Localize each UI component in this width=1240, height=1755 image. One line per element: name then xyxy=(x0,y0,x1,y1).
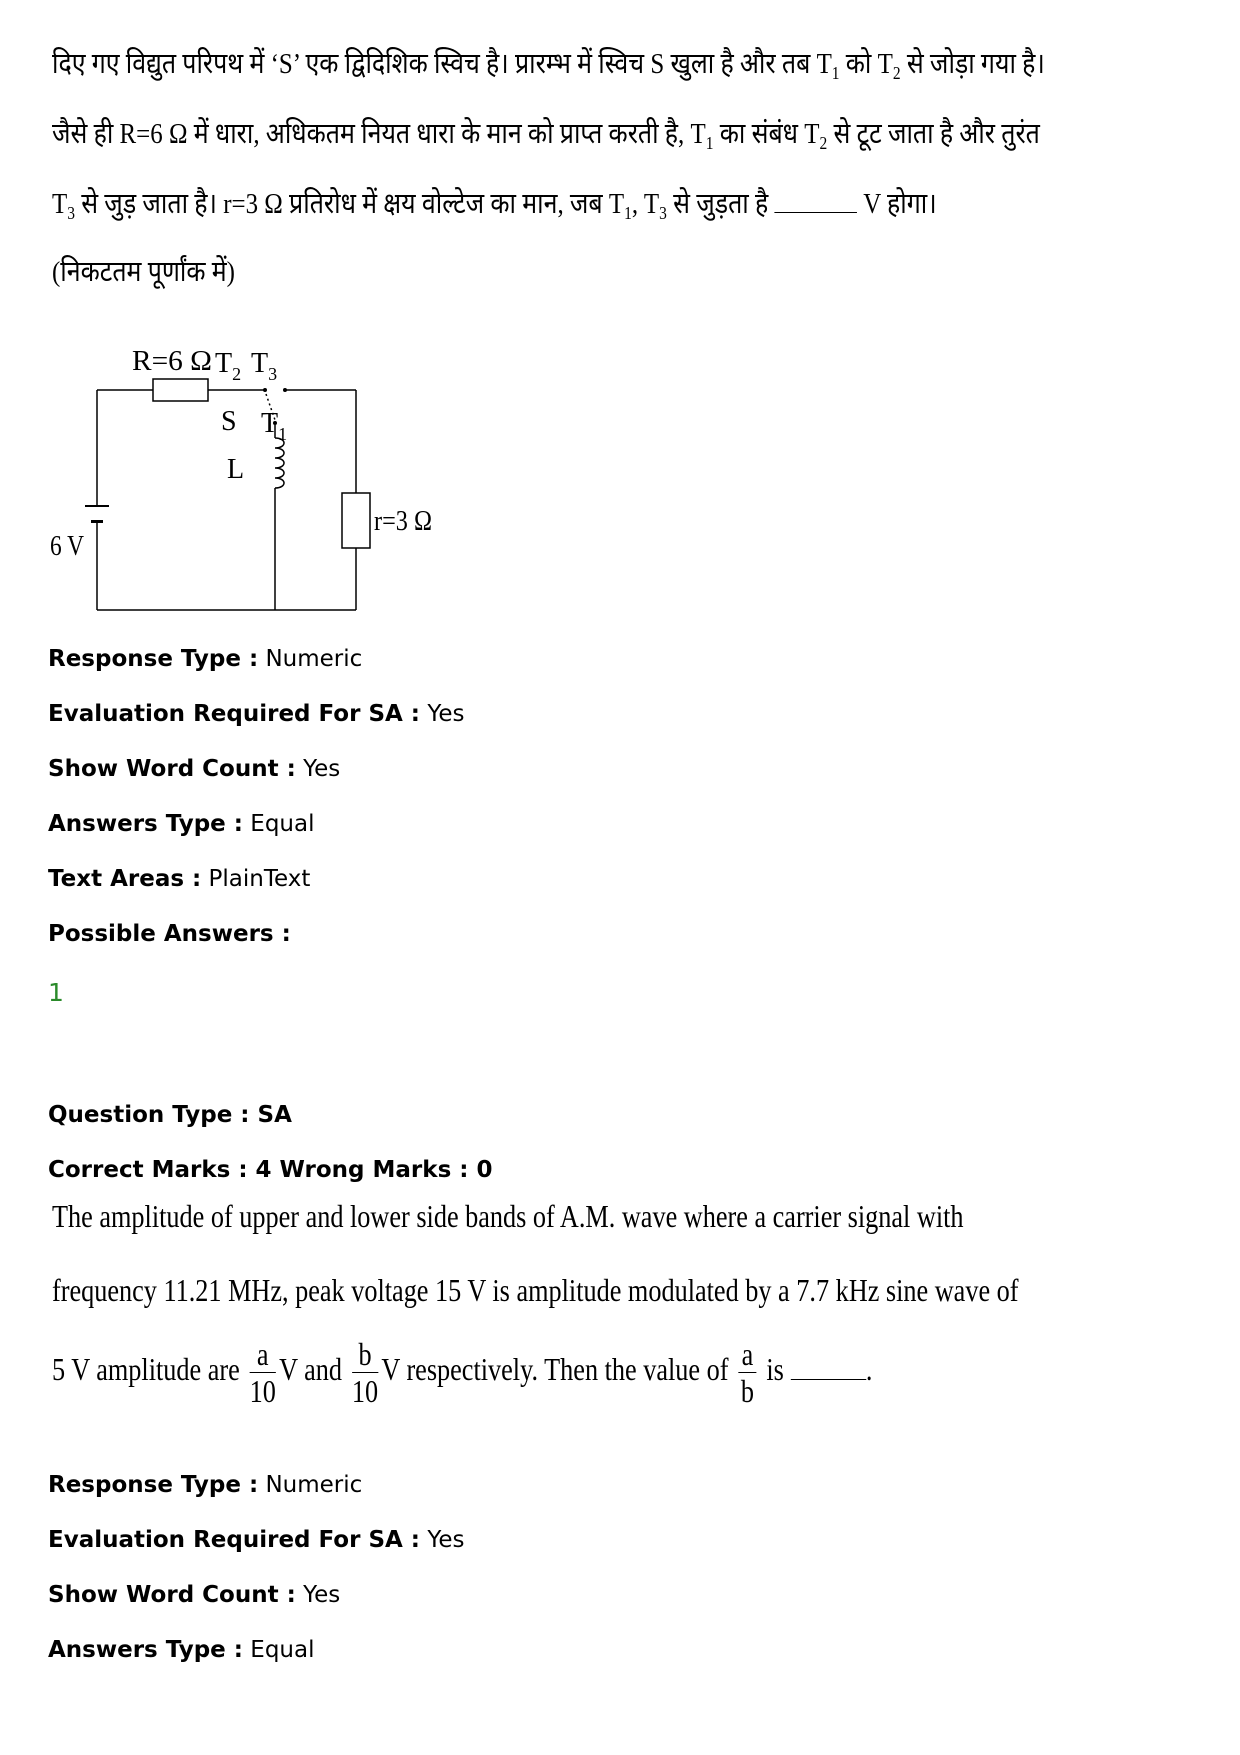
q1-line3-part-d: से जुड़ता है xyxy=(666,188,775,220)
q2-evaluation-required xyxy=(48,1529,464,1552)
answer-blank xyxy=(774,211,857,213)
q1-text-line-4: (निकटतम पूर्णांक में) xyxy=(52,256,235,288)
value: PlainText xyxy=(208,866,311,892)
q1-response-type xyxy=(48,648,362,671)
q1-line2-part-b: का संबंध T xyxy=(713,118,820,150)
resistor-r-small xyxy=(342,493,370,548)
label: Text Areas : xyxy=(48,866,202,892)
label-t2: $T_2$ xyxy=(215,348,242,384)
unit-v: V xyxy=(381,1350,400,1387)
q1-line2-sub-b: 2 xyxy=(819,133,828,153)
q2-show-word-count xyxy=(48,1584,340,1607)
q1-line1-part-a: दिए गए विद्युत परिपथ में ‘S’ एक द्विदिशिक स्विच है। प्रारम्भ में स्विच S खुला है और तब T xyxy=(52,48,832,80)
q1-line3-sub-c: 3 xyxy=(659,203,667,223)
q2-text-line-2: frequency 11.21 MHz, peak voltage 15 V is amplitude modulated by a 7.7 kHz sine wave of xyxy=(52,1272,1019,1308)
value: Numeric xyxy=(265,1472,363,1498)
q1-line3-sub-a: 3 xyxy=(67,203,75,223)
q1-line1-sub-b: 2 xyxy=(892,63,901,83)
q1-line2-part-a: जैसे ही R=6 Ω में धारा, अधिकतम नियत धारा के मान को प्राप्त करती है, T xyxy=(52,118,706,150)
label: Response Type : xyxy=(48,646,259,672)
circuit-diagram xyxy=(40,320,460,620)
value: Equal xyxy=(250,811,315,837)
label: Possible Answers : xyxy=(48,921,291,947)
q1-line3-part-a: T xyxy=(52,188,68,220)
q2-line3-end: . xyxy=(865,1350,873,1387)
label-t3: $T_3$ xyxy=(251,348,278,384)
q2-question-type xyxy=(48,1104,292,1127)
q2-line3-part-a: 5 V amplitude are xyxy=(52,1350,240,1387)
q1-line3-part-c: , T xyxy=(631,188,660,220)
q1-line1-part-c: से जोड़ा गया है। xyxy=(900,48,1045,80)
q1-answers-type xyxy=(48,813,315,836)
q1-text-line-3 xyxy=(52,188,937,223)
label-s: S xyxy=(221,406,237,437)
label-l: L xyxy=(227,454,245,485)
label: Correct Marks : 4 Wrong Marks : 0 xyxy=(48,1157,493,1183)
q1-line1-part-b: को T xyxy=(839,48,893,80)
value: Yes xyxy=(427,701,465,727)
q1-text-areas xyxy=(48,868,310,891)
value: Numeric xyxy=(265,646,363,672)
q2-marks xyxy=(48,1159,492,1182)
q1-evaluation-required xyxy=(48,703,464,726)
value: Yes xyxy=(427,1527,465,1553)
q1-line2-sub-a: 1 xyxy=(705,133,714,153)
q2-line3-part-b: respectively. Then the value of xyxy=(406,1350,729,1387)
q1-line3-part-e: V होगा। xyxy=(857,188,937,220)
q2-response-type xyxy=(48,1474,362,1497)
q2-line3-and: and xyxy=(304,1350,343,1387)
label: Evaluation Required For SA : xyxy=(48,701,421,727)
label-r: R=6 Ω xyxy=(132,346,212,377)
value: Yes xyxy=(303,756,341,782)
inductor-l xyxy=(275,438,284,488)
label-t1: $T_1$ xyxy=(261,408,288,444)
q2-text-line-3 xyxy=(52,1338,872,1407)
battery-short-plate xyxy=(91,520,103,523)
q2-text-line-1: The amplitude of upper and lower side bands of A.M. wave where a carrier signal with xyxy=(52,1198,964,1234)
label: Show Word Count : xyxy=(48,1582,296,1608)
label: Evaluation Required For SA : xyxy=(48,1527,421,1553)
battery-long-plate xyxy=(85,505,109,507)
q1-line3-part-b: से जुड़ जाता है। r=3 Ω प्रतिरोध में क्षय वोल्टेज का मान, जब T xyxy=(74,188,625,220)
label-battery: 6 V xyxy=(50,531,84,562)
value: Equal xyxy=(250,1637,315,1663)
q1-text-line-2 xyxy=(52,118,1040,153)
label: Answers Type : xyxy=(48,811,243,837)
q2-line3-is: is xyxy=(766,1350,784,1387)
q1-possible-answers xyxy=(48,923,291,946)
fraction-a-over-b: $\frac{a}{b}$ xyxy=(738,1338,756,1407)
resistor-r xyxy=(153,379,208,401)
q2-answers-type xyxy=(48,1639,315,1662)
answer-blank xyxy=(790,1378,865,1380)
unit-v: V xyxy=(279,1350,298,1387)
fraction-a-over-10: $\frac{a}{10}$ xyxy=(249,1336,276,1409)
q1-line1-sub-a: 1 xyxy=(831,63,840,83)
label: Question Type : SA xyxy=(48,1102,292,1128)
label-r-small: r=3 Ω xyxy=(374,506,432,537)
q1-line3-sub-b: 1 xyxy=(624,203,632,223)
label: Response Type : xyxy=(48,1472,259,1498)
q1-line2-part-c: से टूट जाता है और तुरंत xyxy=(827,118,1040,150)
fraction-b-over-10: $\frac{b}{10}$ xyxy=(351,1336,379,1409)
label: Show Word Count : xyxy=(48,756,296,782)
q1-show-word-count xyxy=(48,758,340,781)
q1-answer-value: 1 xyxy=(48,978,64,1007)
q1-text-line-1 xyxy=(52,48,1045,83)
label: Answers Type : xyxy=(48,1637,243,1663)
terminal-t2 xyxy=(263,388,267,392)
value: Yes xyxy=(303,1582,341,1608)
terminal-t3 xyxy=(283,388,287,392)
